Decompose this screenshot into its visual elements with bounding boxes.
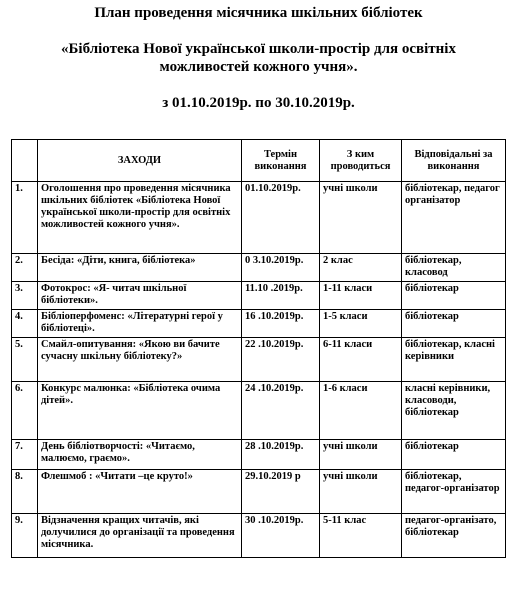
- document-title: [0, 4, 517, 112]
- header-activity: ЗАХОДИ: [38, 140, 242, 182]
- row-participants: 6-11 класи: [320, 338, 402, 382]
- table-row: [12, 440, 506, 470]
- row-responsible: бібліотекар, педагог організатор: [402, 182, 506, 254]
- row-date: 24 .10.2019р.: [242, 382, 320, 440]
- row-date: 11.10 .2019р.: [242, 282, 320, 310]
- row-participants: учні школи: [320, 182, 402, 254]
- table-row: [12, 182, 506, 254]
- row-responsible: бібліотекар, педагог-організатор: [402, 470, 506, 514]
- row-activity: День бібліотворчості: «Читаємо, малюємо, граємо».: [38, 440, 242, 470]
- header-responsible: Відповідальні за виконання: [402, 140, 506, 182]
- table-row: [12, 282, 506, 310]
- row-date: 16 .10.2019р.: [242, 310, 320, 338]
- row-activity: Флешмоб : «Читати –це круто!»: [38, 470, 242, 514]
- row-date: 28 .10.2019р.: [242, 440, 320, 470]
- header-date: Термін виконання: [242, 140, 320, 182]
- row-responsible: педагог-організато, бібліотекар: [402, 514, 506, 558]
- row-number: 7.: [12, 440, 38, 470]
- row-activity: Бібліоперфоменс: «Літературні герої у бібліотеці».: [38, 310, 242, 338]
- header-number: [12, 140, 38, 182]
- row-activity: Конкурс малюнка: «Бібліотека очима дітей».: [38, 382, 242, 440]
- row-date: 22 .10.2019р.: [242, 338, 320, 382]
- plan-table: [11, 139, 506, 558]
- row-participants: 5-11 клас: [320, 514, 402, 558]
- title-line-1: План проведення місячника шкільних бібліотек: [94, 5, 423, 21]
- table-header-row: [12, 140, 506, 182]
- row-participants: учні школи: [320, 470, 402, 514]
- title-line-2: «Бібліотека Нової української школи-простір для освітніх: [61, 41, 456, 57]
- table-row: [12, 310, 506, 338]
- table-row: [12, 338, 506, 382]
- row-number: 9.: [12, 514, 38, 558]
- table-row: [12, 514, 506, 558]
- row-participants: учні школи: [320, 440, 402, 470]
- row-activity: Смайл-опитування: «Якою ви бачите сучасну шкільну бібліотеку?»: [38, 338, 242, 382]
- row-date: 30 .10.2019р.: [242, 514, 320, 558]
- row-activity: Оголошення про проведення місячника шкільних бібліотек «Бібліотека Нової української школи-простір для освітніх можливостей кожного учня».: [38, 182, 242, 254]
- title-line-3: можливостей кожного учня».: [159, 59, 358, 75]
- row-participants: 2 клас: [320, 254, 402, 282]
- row-number: 5.: [12, 338, 38, 382]
- row-participants: 1-5 класи: [320, 310, 402, 338]
- row-number: 6.: [12, 382, 38, 440]
- row-activity: Відзначення кращих читачів, які долучилися до організації та проведення місячника.: [38, 514, 242, 558]
- row-number: 3.: [12, 282, 38, 310]
- row-participants: 1-6 класи: [320, 382, 402, 440]
- row-responsible: бібліотекар: [402, 282, 506, 310]
- row-number: 1.: [12, 182, 38, 254]
- table-row: [12, 254, 506, 282]
- row-responsible: бібліотекар: [402, 310, 506, 338]
- row-responsible: класні керівники, класоводи, бібліотекар: [402, 382, 506, 440]
- row-participants: 1-11 класи: [320, 282, 402, 310]
- row-date: 01.10.2019р.: [242, 182, 320, 254]
- row-activity: Бесіда: «Діти, книга, бібліотека»: [38, 254, 242, 282]
- title-line-4: з 01.10.2019р. по 30.10.2019р.: [162, 95, 355, 111]
- row-number: 2.: [12, 254, 38, 282]
- row-responsible: бібліотекар, класовод: [402, 254, 506, 282]
- row-responsible: бібліотекар, класні керівники: [402, 338, 506, 382]
- row-date: 29.10.2019 р: [242, 470, 320, 514]
- row-responsible: бібліотекар: [402, 440, 506, 470]
- row-number: 8.: [12, 470, 38, 514]
- row-number: 4.: [12, 310, 38, 338]
- table-row: [12, 382, 506, 440]
- row-date: 0 3.10.2019р.: [242, 254, 320, 282]
- row-activity: Фотокрос: «Я- читач шкільної бібліотеки».: [38, 282, 242, 310]
- table-row: [12, 470, 506, 514]
- header-participants: З ким проводиться: [320, 140, 402, 182]
